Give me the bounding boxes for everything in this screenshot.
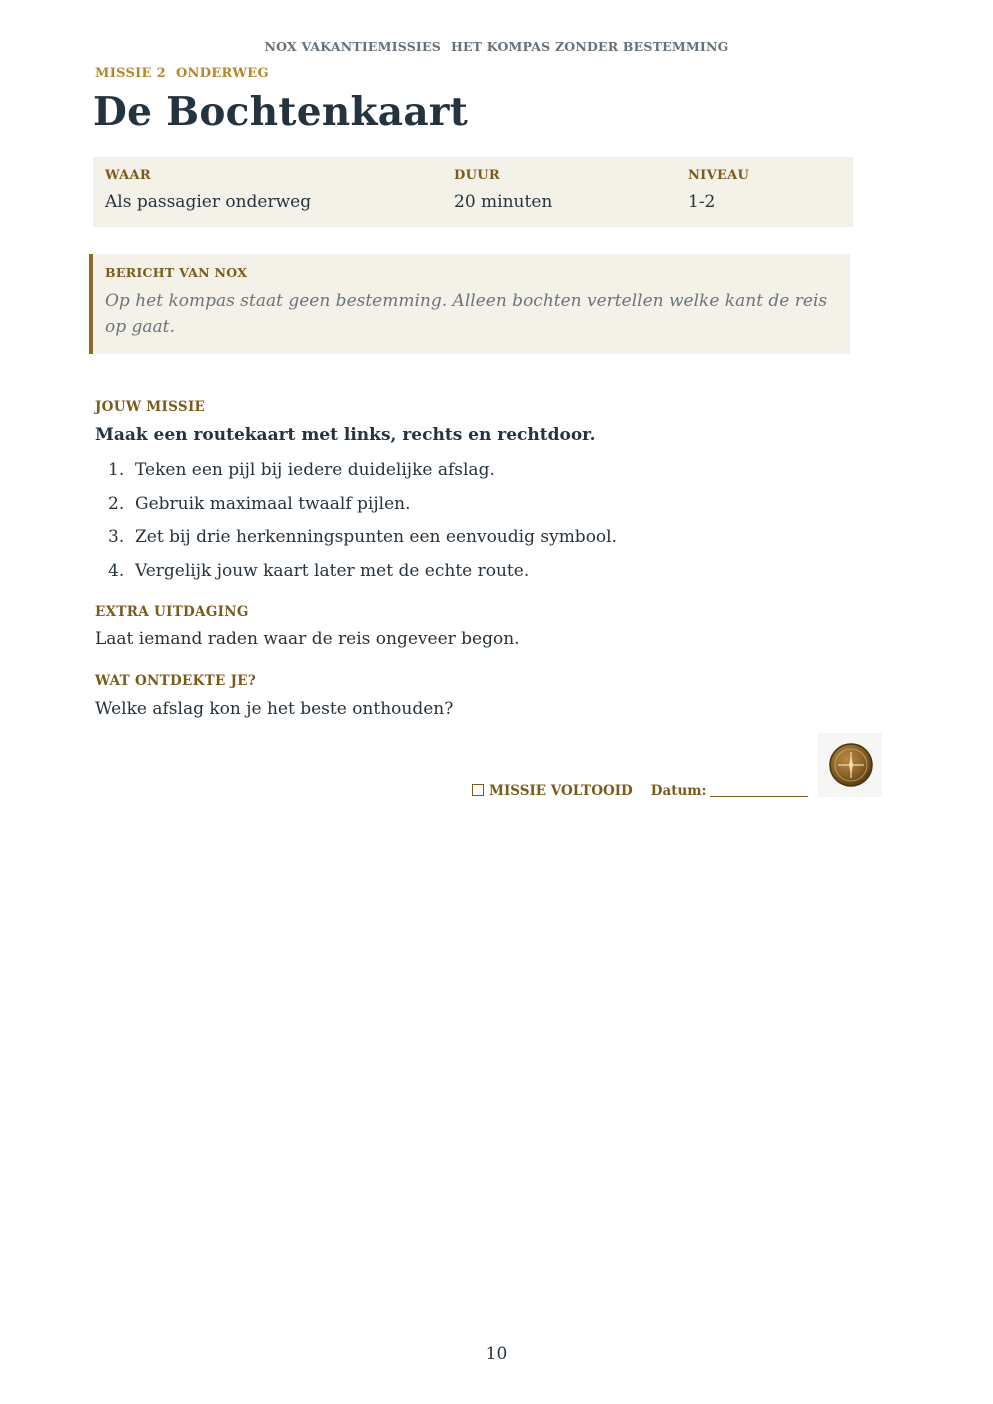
compass-seal-icon xyxy=(818,733,882,797)
steps-list xyxy=(95,460,617,594)
mission-kicker xyxy=(95,66,269,81)
assignment-heading: JOUW MISSIE xyxy=(95,399,206,415)
meta-duration-label: DUUR xyxy=(454,168,500,183)
step-text: Vergelijk jouw kaart later met de echte route. xyxy=(135,560,530,581)
running-header xyxy=(0,39,993,54)
meta-duration xyxy=(454,168,552,212)
nox-message-label: BERICHT VAN NOX xyxy=(105,265,248,280)
list-item xyxy=(95,460,617,494)
mission-complete-checkbox[interactable] xyxy=(472,784,484,796)
meta-duration-value: 20 minuten xyxy=(454,192,553,212)
nox-message-text: Op het kompas staat geen bestemming. Alleen bochten vertellen welke kant de reis op gaat. xyxy=(105,291,828,337)
mission-meta-box xyxy=(93,157,853,227)
mission-number: MISSIE 2 xyxy=(95,66,166,81)
mission-complete-label: MISSIE VOLTOOID xyxy=(489,783,633,799)
extra-heading: EXTRA UITDAGING xyxy=(95,604,249,620)
list-item xyxy=(95,494,617,528)
step-number: 1. xyxy=(108,460,125,480)
meta-level-value: 1-2 xyxy=(688,192,716,212)
meta-where xyxy=(105,168,311,212)
list-item xyxy=(95,527,617,561)
completion-line xyxy=(472,783,808,799)
date-field[interactable] xyxy=(710,783,808,797)
reflection-text: Welke afslag kon je het beste onthouden? xyxy=(95,699,454,719)
step-text: Gebruik maximaal twaalf pijlen. xyxy=(135,493,411,514)
assignment-lead: Maak een routekaart met links, rechts en rechtdoor. xyxy=(95,425,596,445)
reflection-heading: WAT ONTDEKTE JE? xyxy=(95,673,257,689)
page-title: De Bochtenkaart xyxy=(93,89,469,135)
meta-level xyxy=(688,168,749,212)
nox-message-box xyxy=(89,254,850,354)
date-label: Datum: xyxy=(650,783,707,799)
step-number: 4. xyxy=(108,560,125,581)
series-subtitle: HET KOMPAS ZONDER BESTEMMING xyxy=(450,39,729,54)
extra-text: Laat iemand raden waar de reis ongeveer begon. xyxy=(95,629,520,649)
list-item xyxy=(95,561,617,595)
step-text: Zet bij drie herkenningspunten een eenvoudig symbool. xyxy=(135,527,618,547)
page-number: 10 xyxy=(485,1344,508,1364)
series-title: NOX VAKANTIEMISSIES xyxy=(264,39,441,54)
meta-where-value: Als passagier onderweg xyxy=(105,192,312,212)
step-number: 2. xyxy=(108,493,125,514)
meta-where-label: WAAR xyxy=(105,168,151,183)
step-number: 3. xyxy=(108,527,125,547)
step-text: Teken een pijl bij iedere duidelijke afslag. xyxy=(135,460,495,480)
meta-level-label: NIVEAU xyxy=(688,168,750,183)
mission-category: ONDERWEG xyxy=(175,66,269,81)
